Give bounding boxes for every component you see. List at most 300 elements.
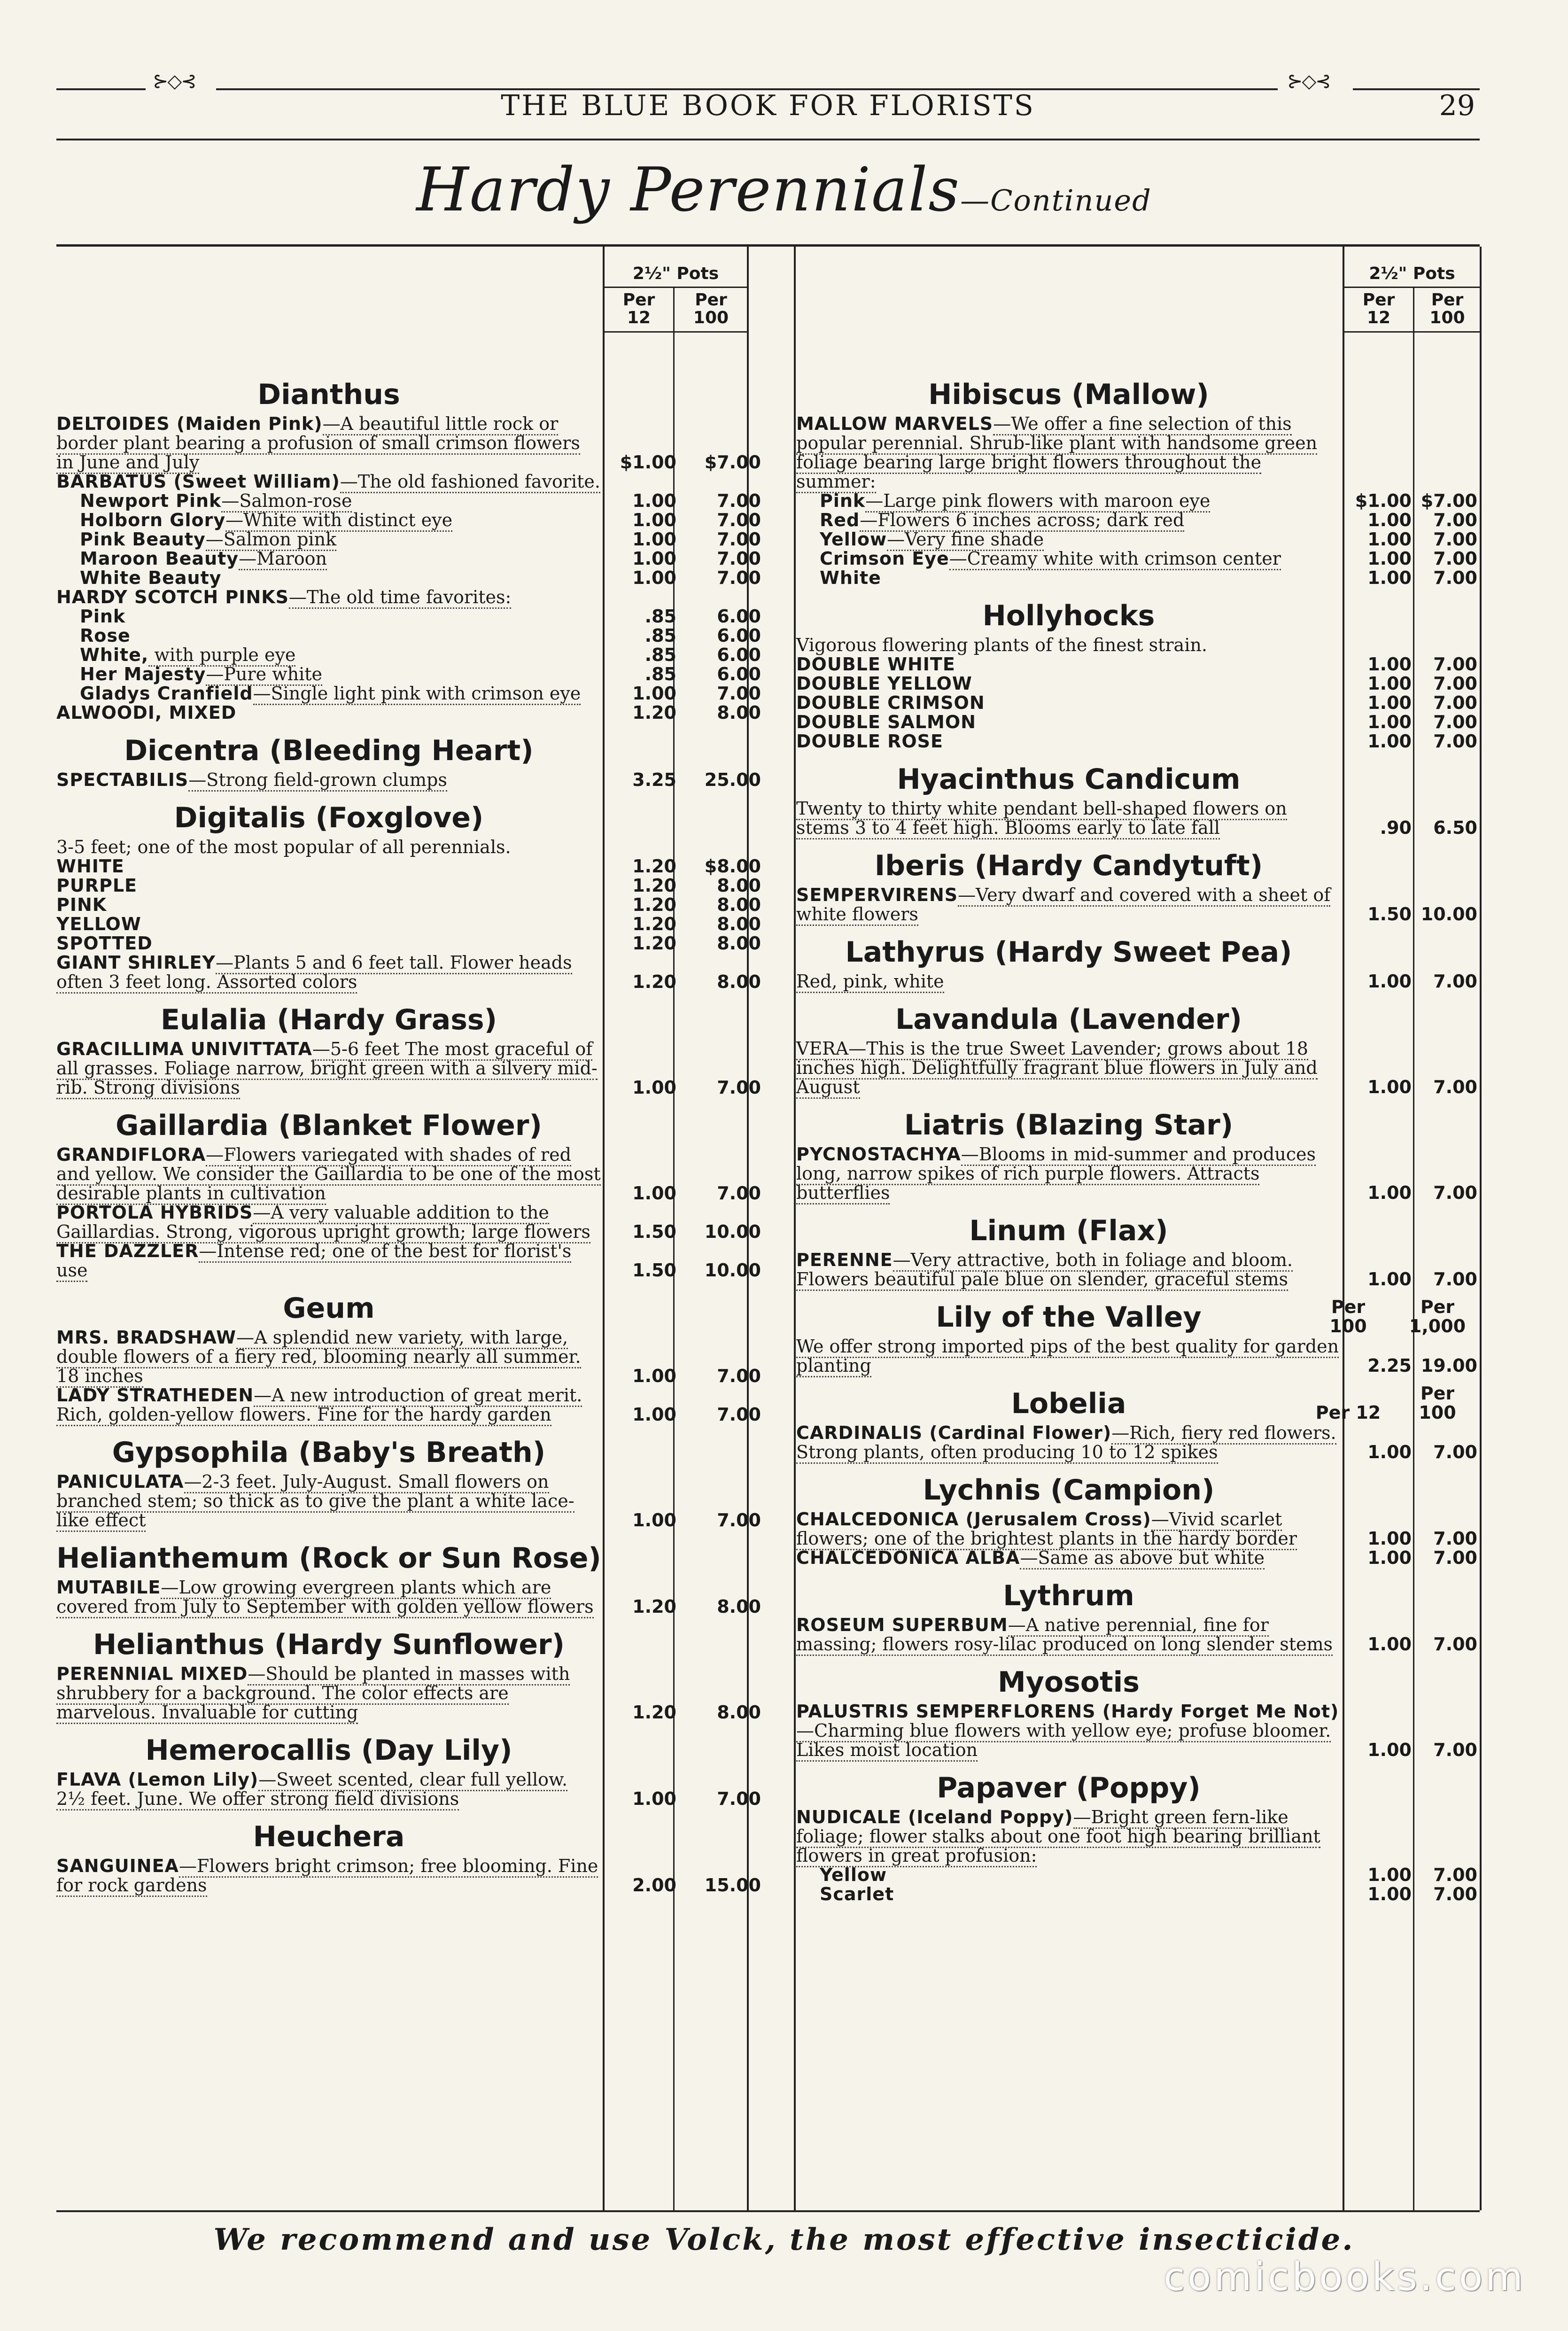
price-list-item: [56, 914, 761, 934]
item-name: Pink: [820, 490, 866, 511]
item-name: Scarlet: [820, 1884, 894, 1904]
item-description: —Intense red; one of the best for florist's use: [56, 1241, 571, 1282]
price-per-12: 1.00: [632, 1183, 676, 1204]
left-column: [56, 366, 761, 1896]
price-list-item: [796, 654, 1477, 675]
price-list-item: [796, 971, 1477, 992]
unit-header-12: Per 12: [1315, 1402, 1381, 1423]
price-list-item: [56, 875, 761, 896]
price-per-100: 7.00: [1433, 548, 1477, 569]
price-per-100: 6.50: [1433, 817, 1477, 838]
price-list-item: [796, 712, 1477, 732]
item-name: GRACILLIMA UNIVITTATA: [56, 1039, 312, 1059]
left-per-rule: [605, 331, 747, 333]
left-pots-header: 2½" Pots: [632, 264, 719, 283]
price-per-100: 7.00: [1433, 1740, 1477, 1760]
item-description: —Should be planted in masses with shrubbery for a background. The color effects are marvelous. Invaluable for cutting: [56, 1663, 570, 1724]
price-list-item: [56, 1202, 761, 1242]
price-per-100: 8.00: [717, 702, 761, 723]
right-pots-header: 2½" Pots: [1369, 264, 1455, 283]
item-description: —Bright green fern-like foliage; flower stalks about one foot high bearing brilliant flowers in great profusion:: [796, 1807, 1320, 1867]
item-name: Maroon Beauty: [80, 548, 239, 569]
price-per-100: 6.00: [717, 625, 761, 646]
item-description: VERA—This is the true Sweet Lavender; grows about 18 inches high. Delightfully fragrant blue flowers in July and August: [796, 1038, 1318, 1099]
item-description: —The old fashioned favorite.: [340, 471, 600, 493]
header-bottom-rule: [56, 139, 1480, 140]
left-pots-rule: [605, 287, 747, 288]
table-top-rule: [56, 244, 1480, 247]
section-heading: Gypsophila (Baby's Breath): [112, 1436, 546, 1469]
price-per-12: 1.20: [632, 875, 676, 896]
item-name: PANICULATA: [56, 1471, 184, 1492]
unit-header-100: Per 100: [1419, 1383, 1456, 1423]
price-list-item: [796, 1615, 1477, 1655]
price-list-item: [56, 1241, 761, 1281]
price-per-12: 1.20: [632, 894, 676, 915]
price-per-100: 25.00: [704, 769, 761, 790]
section-heading: Myosotis: [998, 1666, 1140, 1699]
price-per-100: 7.00: [717, 510, 761, 530]
table-bottom-rule: [56, 2210, 1480, 2212]
price-per-12: .85: [644, 606, 676, 627]
price-per-100: 7.00: [1433, 1442, 1477, 1462]
price-per-100: 7.00: [717, 1510, 761, 1531]
item-name: Newport Pink: [80, 490, 222, 511]
item-description: —5-6 feet The most graceful of all grasses. Foliage narrow, bright green with a silvery mid-rib. Strong divisions: [56, 1039, 598, 1099]
price-per-12: 1.00: [1367, 1442, 1412, 1462]
price-per-12: 1.20: [632, 702, 676, 723]
price-per-12: 1.20: [632, 971, 676, 992]
item-description: —A beautiful little rock or border plant bearing a profusion of small crimson flowers in June and July: [56, 413, 580, 474]
item-name: DELTOIDES (Maiden Pink): [56, 413, 323, 434]
price-per-100: 7.00: [1433, 1528, 1477, 1549]
price-list-item: [796, 1547, 1477, 1568]
item-name: Red: [820, 510, 860, 530]
price-list-item: [56, 1663, 761, 1723]
section-heading: Gaillardia (Blanket Flower): [116, 1109, 542, 1142]
price-per-12: 1.00: [632, 1510, 676, 1531]
price-per-12: 1.00: [1367, 1269, 1412, 1290]
item-name: MRS. BRADSHAW: [56, 1327, 237, 1348]
price-list-item: [56, 606, 761, 627]
price-per-100: 7.00: [1433, 971, 1477, 992]
price-per-12: 1.00: [632, 529, 676, 550]
section-note: Vigorous flowering plants of the finest strain.: [796, 635, 1207, 655]
item-name: Rose: [80, 625, 131, 646]
price-list-item: [56, 529, 761, 550]
price-per-12: 2.25: [1367, 1355, 1412, 1376]
section-heading: Helianthemum (Rock or Sun Rose): [56, 1542, 601, 1575]
price-per-12: 1.00: [1367, 1528, 1412, 1549]
item-description: —Rich, fiery red flowers. Strong plants, often producing 10 to 12 spikes: [796, 1422, 1336, 1464]
item-name: PYCNOSTACHYA: [796, 1144, 961, 1165]
price-per-12: .90: [1380, 817, 1412, 838]
item-description: —Plants 5 and 6 feet tall. Flower heads often 3 feet long. Assorted colors: [56, 952, 572, 994]
item-description: —Vivid scarlet flowers; one of the brightest plants in the hardy border: [796, 1509, 1297, 1550]
item-description: —Same as above but white: [1020, 1547, 1264, 1570]
item-name: White,: [80, 645, 149, 665]
price-per-100: 7.00: [1433, 712, 1477, 732]
page-title: [0, 155, 1568, 225]
unit-header-12: Per 100: [1329, 1297, 1367, 1336]
item-description: —A splendid new variety, with large, double flowers of a fiery red, blooming nearly all summer. 18 inches: [56, 1327, 581, 1388]
price-per-100: 10.00: [704, 1260, 761, 1281]
price-list-item: [796, 1808, 1341, 1865]
price-per-12: 1.20: [632, 914, 676, 934]
price-per-12: 1.00: [1367, 510, 1412, 530]
price-list-item: [56, 567, 761, 588]
section-heading: Iberis (Hardy Candytuft): [874, 849, 1263, 882]
price-per-100: $8.00: [704, 856, 761, 877]
price-list-item: [56, 1385, 761, 1425]
price-list-item: [56, 952, 761, 992]
price-per-100: 8.00: [717, 875, 761, 896]
price-per-100: 10.00: [704, 1221, 761, 1242]
price-per-100: 8.00: [717, 914, 761, 934]
price-per-100: 8.00: [717, 1702, 761, 1723]
item-name: PINK: [56, 894, 107, 915]
price-list-item: [56, 490, 761, 511]
section-heading: Eulalia (Hardy Grass): [160, 1003, 497, 1036]
item-description: —Single light pink with crimson eye: [253, 683, 581, 705]
price-per-12: 1.00: [1367, 1740, 1412, 1760]
item-description: —Flowers variegated with shades of red and yellow. We consider the Gaillardia to be one of the most desirable plants in cultivation: [56, 1144, 601, 1205]
price-list-item: [796, 529, 1477, 550]
running-header: [56, 66, 1480, 141]
item-description: —A new introduction of great merit. Rich, golden-yellow flowers. Fine for the hardy garden: [56, 1385, 582, 1426]
item-name: CARDINALIS (Cardinal Flower): [796, 1422, 1112, 1443]
right-per-rule: [1344, 331, 1480, 333]
item-description: —A native perennial, fine for massing; flowers rosy-lilac produced on long slender stems: [796, 1615, 1333, 1656]
price-list-item: [796, 1509, 1477, 1549]
price-per-100: 8.00: [717, 933, 761, 954]
price-list-item: [56, 1039, 761, 1098]
price-per-12: 1.20: [632, 1596, 676, 1617]
price-list-item: [56, 625, 761, 646]
item-description: —White with distinct eye: [225, 510, 452, 532]
section-heading: Lathyrus (Hardy Sweet Pea): [845, 936, 1292, 969]
price-list-item: [796, 1865, 1477, 1885]
item-description: —Low growing evergreen plants which are covered from July to September with golden yellow flowers: [56, 1577, 594, 1618]
item-description: —Sweet scented, clear full yellow. 2½ feet. June. We offer strong field divisions: [56, 1769, 567, 1810]
section-heading: Helianthus (Hardy Sunflower): [93, 1628, 565, 1661]
item-description: —Very dwarf and covered with a sheet of white flowers: [796, 885, 1330, 926]
item-description: with purple eye: [148, 645, 295, 667]
item-description: —A very valuable addition to the Gaillardias. Strong, vigorous upright growth; large flowers: [56, 1202, 590, 1243]
item-name: SEMPERVIRENS: [796, 885, 958, 905]
price-per-100: 19.00: [1421, 1355, 1477, 1376]
price-list-item: [796, 414, 1341, 491]
price-per-100: 7.00: [717, 1404, 761, 1425]
price-per-100: 8.00: [717, 971, 761, 992]
item-description: Twenty to thirty white pendant bell-shaped flowers on stems 3 to 4 feet high. Blooms early to late fall: [796, 798, 1287, 839]
price-per-100: 7.00: [717, 567, 761, 588]
header-ornament-left: ⊱◇⊰: [153, 70, 196, 92]
price-per-100: 7.00: [717, 683, 761, 704]
price-per-12: 1.00: [1367, 673, 1412, 694]
item-description: —Strong field-grown clumps: [188, 769, 447, 792]
section-heading: Papaver (Poppy): [937, 1772, 1201, 1804]
price-list-item: [56, 933, 761, 954]
price-per-100: 7.00: [1433, 1865, 1477, 1885]
price-list-item: [56, 1144, 761, 1204]
item-name: GIANT SHIRLEY: [56, 952, 216, 973]
header-ornament-right: ⊱◇⊰: [1287, 70, 1330, 92]
price-per-100: 7.00: [1433, 510, 1477, 530]
price-per-100: 7.00: [1433, 567, 1477, 588]
item-name: THE DAZZLER: [56, 1241, 199, 1261]
price-list-item: [56, 664, 761, 684]
price-per-100: 7.00: [1433, 692, 1477, 713]
price-list-item: [796, 1701, 1477, 1760]
price-list-item: [56, 856, 761, 877]
price-per-12: 1.00: [1367, 1547, 1412, 1568]
item-name: PALUSTRIS SEMPERFLORENS (Hardy Forget Me Not): [796, 1701, 1339, 1722]
item-name: MALLOW MARVELS: [796, 413, 994, 434]
price-per-12: 1.00: [1367, 548, 1412, 569]
price-per-12: 1.00: [632, 490, 676, 511]
price-per-100: 7.00: [1433, 529, 1477, 550]
section-heading: Lychnis (Campion): [923, 1474, 1215, 1507]
item-name: WHITE: [56, 856, 124, 877]
section-heading: Dianthus: [257, 378, 400, 411]
item-description: —Salmon pink: [206, 529, 336, 551]
price-per-12: 1.00: [1367, 529, 1412, 550]
item-description: —Very attractive, both in foliage and bloom. Flowers beautiful pale blue on slender, graceful stems: [796, 1250, 1293, 1291]
price-per-12: $1.00: [1355, 490, 1412, 511]
section-heading: Lily of the Valley: [936, 1301, 1202, 1334]
item-name: Yellow: [820, 1865, 887, 1885]
item-name: NUDICALE (Iceland Poppy): [796, 1807, 1073, 1827]
page-title-text: Hardy Perennials: [416, 155, 961, 225]
price-per-100: 10.00: [1421, 904, 1477, 925]
item-name: Gladys Cranfield: [80, 683, 253, 704]
section-heading: Dicentra (Bleeding Heart): [124, 734, 534, 767]
item-name: BARBATUS (Sweet William): [56, 471, 340, 492]
right-per100-header: Per 100: [1429, 290, 1465, 327]
price-list-item: [796, 673, 1477, 694]
price-per-12: 1.20: [632, 933, 676, 954]
item-name: SANGUINEA: [56, 1856, 179, 1876]
price-list-item: [796, 798, 1477, 838]
watermark: comicbooks.com: [1164, 2255, 1526, 2300]
price-per-100: 7.00: [1433, 1077, 1477, 1097]
item-name: DOUBLE CRIMSON: [796, 692, 985, 713]
footer-note: We recommend and use Volck, the most effective insecticide.: [213, 2222, 1355, 2257]
item-name: SPOTTED: [56, 933, 153, 954]
price-list-item: [56, 413, 761, 473]
price-list-item: [56, 588, 601, 607]
price-per-12: $1.00: [620, 452, 676, 473]
price-per-100: 7.00: [717, 1077, 761, 1098]
price-list-item: [796, 490, 1477, 511]
section-note: 3-5 feet; one of the most popular of all perennials.: [56, 837, 511, 857]
header-title: THE BLUE BOOK FOR FLORISTS: [501, 89, 1035, 122]
section-heading: Digitalis (Foxglove): [174, 801, 484, 834]
price-list-item: [56, 702, 761, 723]
price-per-100: 7.00: [1433, 1884, 1477, 1904]
price-per-12: 1.00: [1367, 567, 1412, 588]
price-per-100: $7.00: [1421, 490, 1477, 511]
price-list-item: [796, 885, 1477, 925]
item-description: We offer strong imported pips of the best quality for garden planting: [796, 1336, 1339, 1377]
price-per-100: 7.00: [1433, 731, 1477, 752]
item-name: Holborn Glory: [80, 510, 226, 530]
item-description: —Maroon: [239, 548, 327, 570]
price-per-12: 1.50: [1367, 904, 1412, 925]
price-per-100: 7.00: [717, 529, 761, 550]
item-name: Pink: [80, 606, 126, 627]
section-heading: Lythrum: [1003, 1579, 1134, 1612]
price-list-item: [796, 1250, 1477, 1290]
price-per-12: 2.00: [632, 1875, 676, 1896]
section-heading: Heuchera: [253, 1820, 405, 1853]
price-list-item: [796, 1038, 1477, 1097]
price-per-12: 1.00: [1367, 1865, 1412, 1885]
item-name: MUTABILE: [56, 1577, 161, 1598]
section-heading: Lavandula (Lavender): [895, 1003, 1242, 1036]
section-heading: Hyacinthus Candicum: [897, 763, 1241, 796]
price-per-12: .85: [644, 664, 676, 684]
item-name: Yellow: [820, 529, 887, 550]
item-name: PERENNE: [796, 1250, 893, 1270]
price-per-100: 15.00: [704, 1875, 761, 1896]
price-per-12: 1.00: [1367, 731, 1412, 752]
price-per-12: 1.00: [1367, 1884, 1412, 1904]
unit-header-100: Per 1,000: [1409, 1297, 1466, 1336]
price-list-item: [796, 1884, 1477, 1904]
section-heading: Linum (Flax): [969, 1214, 1168, 1247]
item-name: ALWOODI, MIXED: [56, 702, 237, 723]
section-heading: Geum: [283, 1292, 375, 1325]
price-list-item: [796, 567, 1477, 588]
item-name: Pink Beauty: [80, 529, 206, 550]
price-list-item: [56, 1327, 761, 1386]
left-per12-header: Per 12: [622, 290, 655, 327]
price-per-12: .85: [644, 625, 676, 646]
price-list-item: [56, 894, 761, 915]
item-name: ROSEUM SUPERBUM: [796, 1615, 1008, 1635]
item-description: Red, pink, white: [796, 971, 944, 993]
item-name: DOUBLE SALMON: [796, 712, 976, 732]
page-number: 29: [1439, 89, 1475, 122]
price-per-12: 1.00: [1367, 1077, 1412, 1097]
right-pots-rule: [1344, 287, 1480, 288]
section-heading: Hollyhocks: [982, 599, 1155, 632]
price-list-item: [56, 510, 761, 530]
center-divider: [794, 247, 796, 2210]
item-name: YELLOW: [56, 914, 141, 934]
item-description: —The old time favorites:: [289, 587, 511, 609]
price-per-100: 8.00: [717, 894, 761, 915]
item-description: —Flowers 6 inches across; dark red: [860, 510, 1184, 532]
price-per-12: 1.00: [632, 1788, 676, 1809]
item-description: —Flowers bright crimson; free blooming. Fine for rock gardens: [56, 1856, 598, 1897]
section-heading: Hibiscus (Mallow): [928, 378, 1209, 411]
item-name: HARDY SCOTCH PINKS: [56, 587, 289, 607]
price-per-100: 7.00: [717, 548, 761, 569]
item-description: —2-3 feet. July-August. Small flowers on branched stem; so thick as to give the plant a white lace-like effect: [56, 1471, 574, 1532]
item-name: DOUBLE WHITE: [796, 654, 955, 675]
price-per-12: 1.00: [632, 548, 676, 569]
price-per-12: 1.50: [632, 1221, 676, 1242]
item-description: —Blooms in mid-summer and produces long, narrow spikes of rich purple flowers. Attracts butterflies: [796, 1144, 1316, 1204]
price-per-100: 7.00: [717, 1788, 761, 1809]
section-heading: Lobelia: [1011, 1387, 1126, 1420]
price-per-12: 1.00: [1367, 1634, 1412, 1655]
item-name: SPECTABILIS: [56, 769, 189, 790]
item-name: White Beauty: [80, 567, 222, 588]
right-per12-header: Per 12: [1362, 290, 1395, 327]
right-column: [796, 366, 1477, 1904]
price-per-100: 6.00: [717, 645, 761, 665]
item-name: CHALCEDONICA (Jerusalem Cross): [796, 1509, 1151, 1530]
price-list-item: [56, 472, 601, 491]
price-per-100: 7.00: [717, 1183, 761, 1204]
price-per-12: 1.00: [632, 510, 676, 530]
item-name: PURPLE: [56, 875, 137, 896]
price-per-12: 1.50: [632, 1260, 676, 1281]
price-list-item: [56, 683, 761, 704]
price-per-100: 7.00: [1433, 1634, 1477, 1655]
price-list-item: [796, 548, 1477, 569]
price-per-12: 1.00: [632, 1366, 676, 1386]
price-per-100: 7.00: [1433, 1182, 1477, 1203]
price-per-12: 1.00: [632, 567, 676, 588]
section-heading: Liatris (Blazing Star): [904, 1109, 1234, 1142]
item-name: CHALCEDONICA ALBA: [796, 1547, 1020, 1568]
price-per-100: 7.00: [717, 490, 761, 511]
left-per100-header: Per 100: [693, 290, 729, 327]
item-name: White: [820, 567, 881, 588]
item-name: GRANDIFLORA: [56, 1144, 206, 1165]
price-per-12: 1.00: [1367, 654, 1412, 675]
price-per-100: 8.00: [717, 1596, 761, 1617]
price-per-12: 1.00: [1367, 712, 1412, 732]
left-price-rule-1: [603, 247, 605, 2210]
item-name: Crimson Eye: [820, 548, 949, 569]
item-name: DOUBLE YELLOW: [796, 673, 972, 694]
price-list-item: [56, 1769, 761, 1809]
price-per-12: 1.00: [1367, 692, 1412, 713]
price-per-100: 7.00: [1433, 654, 1477, 675]
price-list-item: [56, 645, 761, 665]
price-per-12: 1.00: [1367, 1182, 1412, 1203]
item-name: FLAVA (Lemon Lily): [56, 1769, 259, 1790]
price-per-100: 6.00: [717, 664, 761, 684]
section-heading: Hemerocallis (Day Lily): [145, 1734, 512, 1767]
price-per-12: 3.25: [632, 769, 676, 790]
price-list-item: [56, 1856, 761, 1896]
price-list-item: [56, 1471, 761, 1531]
price-list-item: [796, 1144, 1477, 1203]
price-per-12: 1.00: [632, 1404, 676, 1425]
item-description: —Very fine shade: [887, 529, 1044, 551]
price-per-100: 6.00: [717, 606, 761, 627]
item-description: —Salmon-rose: [221, 490, 352, 513]
price-list-item: [796, 731, 1477, 752]
price-per-100: 7.00: [1433, 1269, 1477, 1290]
right-price-rule-3: [1480, 247, 1482, 2210]
price-per-12: .85: [644, 645, 676, 665]
price-per-12: 1.00: [632, 1077, 676, 1098]
item-description: —Large pink flowers with maroon eye: [865, 490, 1210, 513]
price-per-100: 7.00: [1433, 1547, 1477, 1568]
item-name: PORTOLA HYBRIDS: [56, 1202, 253, 1223]
price-list-item: [56, 769, 761, 790]
price-per-100: $7.00: [704, 452, 761, 473]
item-description: —We offer a fine selection of this popular perennial. Shrub-like plant with handsome green foliage bearing large bright flowers throughout the summer:: [796, 413, 1317, 493]
